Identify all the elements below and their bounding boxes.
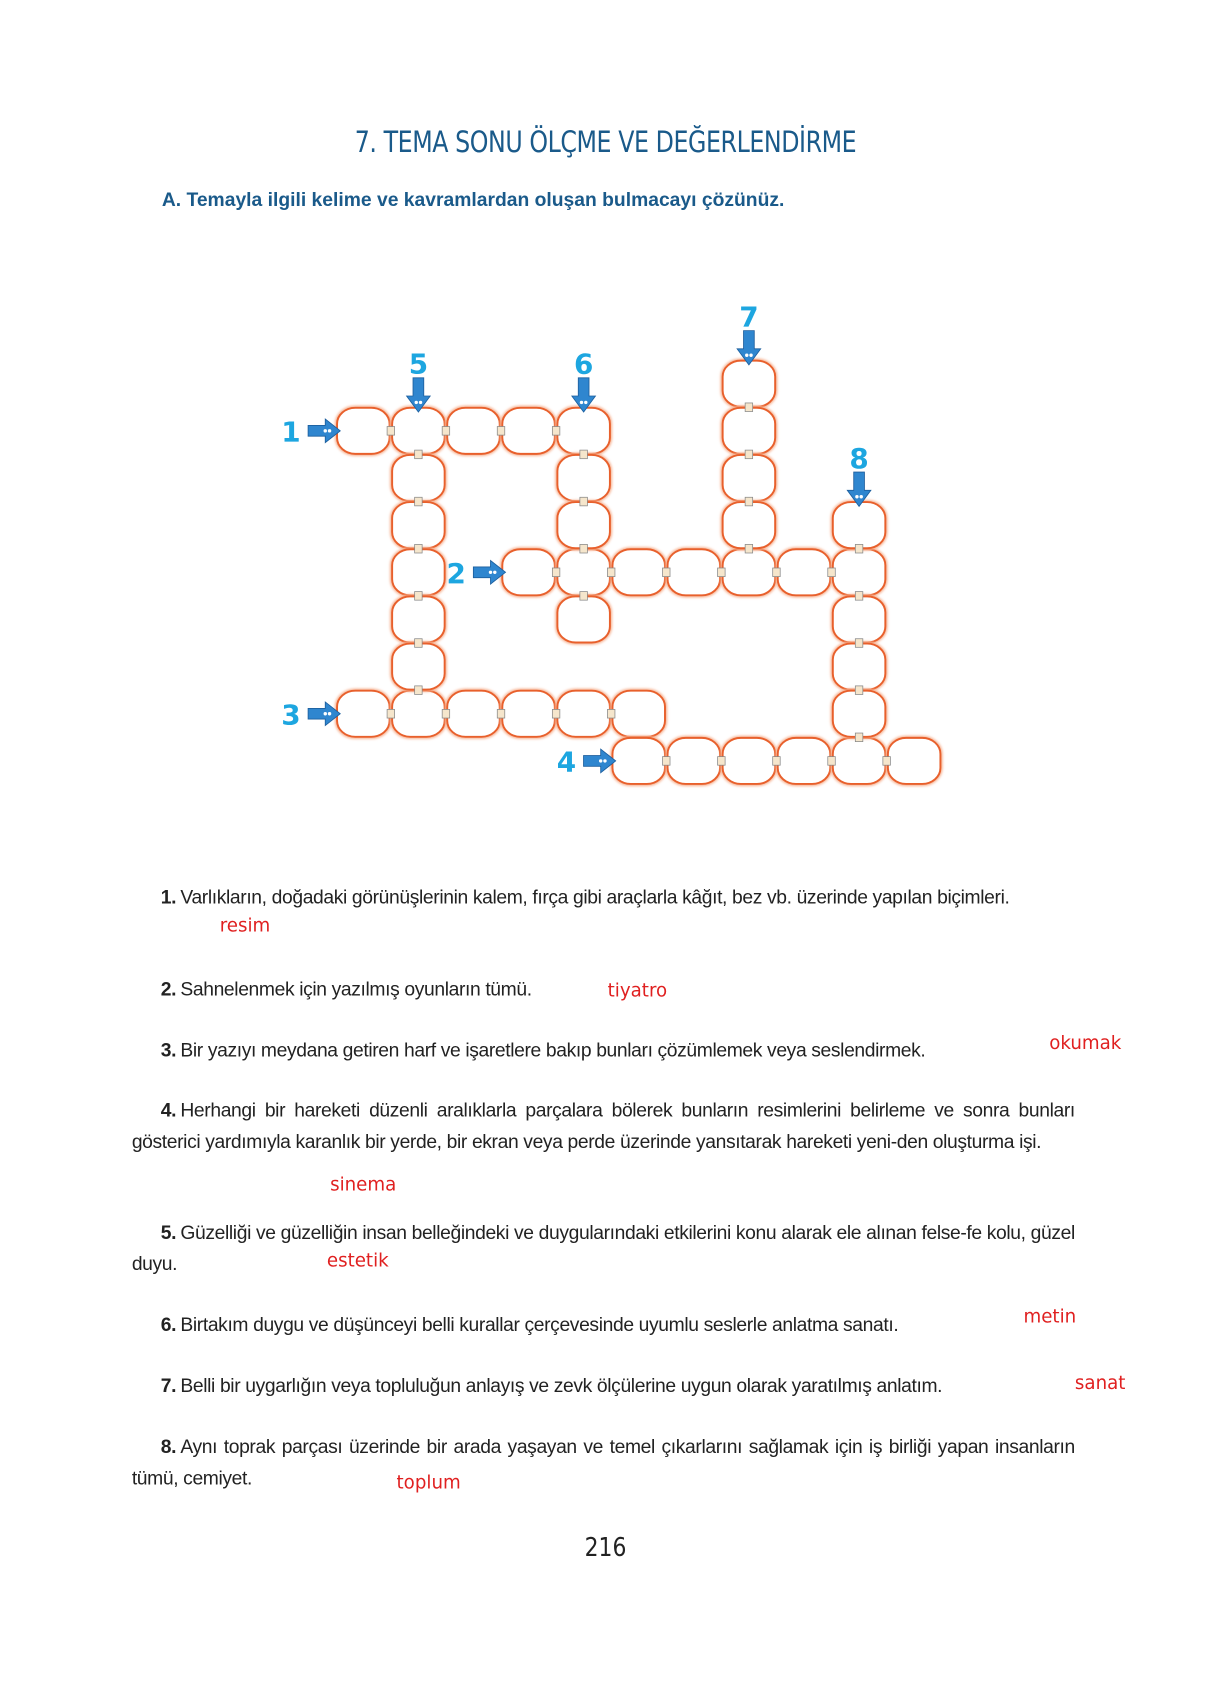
arrow-eye: [584, 401, 587, 404]
cell-connector: [580, 450, 588, 459]
page-title: 7. TEMA SONU ÖLÇME VE DEĞERLENDİRME: [354, 126, 857, 160]
crossword-cell: [557, 691, 610, 737]
crossword-cell: [723, 361, 776, 407]
clue-text: Birtakım duygu ve düşünceyi belli kurallar çerçevesinde uyumlu seslerle anlatma sanatı.: [180, 1313, 899, 1336]
clue-text: Belli bir uygarlığın veya topluluğun anlayış ve zevk ölçülerine uygun olarak yaratılmış anlatım.: [180, 1374, 943, 1397]
arrow-eye: [324, 429, 327, 432]
arrow-eye: [745, 354, 748, 357]
cell-connector: [855, 686, 863, 695]
clue-number: 8.: [160, 1436, 177, 1458]
crossword-cell: [723, 502, 776, 548]
clue-text: Herhangi bir hareketi düzenli aralıklarla parçalara bölerek bunların resimlerini belirleme ve sonra bunları gösterici yardımıyla karanlık bir yerde, bir ekran veya perde üzerinde yansıtarak hareketi yeni-den oluşturma işi.: [131, 1099, 1075, 1153]
cell-connector: [745, 403, 753, 412]
cell-connector: [855, 592, 863, 601]
clue-7: [132, 1371, 1097, 1402]
clue-text: Sahnelenmek için yazılmış oyunların tümü.: [180, 978, 532, 1000]
crossword-cell: [557, 455, 610, 501]
arrow-eye: [419, 401, 422, 404]
clue-8: [132, 1432, 1075, 1494]
cell-connector: [745, 497, 753, 506]
crossword-cell: [668, 549, 721, 595]
crossword-cell: [778, 549, 831, 595]
cell-connector: [773, 757, 781, 766]
crossword-cell: [833, 549, 886, 595]
cell-connector: [663, 568, 671, 577]
crossword-cell: [392, 502, 445, 548]
crossword-cell: [833, 691, 886, 737]
answer-3: okumak: [1049, 1033, 1122, 1055]
crossword-cell: [668, 738, 721, 784]
crossword-cell: [612, 691, 665, 737]
clue-6: [132, 1310, 1075, 1341]
word-number-label: 7: [739, 300, 759, 334]
arrow-eye: [328, 429, 331, 432]
cell-connector: [607, 568, 615, 577]
crossword-cell: [392, 549, 445, 595]
cell-connector: [552, 427, 560, 436]
clue-number: 4.: [160, 1099, 177, 1121]
clue-1: [132, 882, 1075, 913]
cell-connector: [607, 709, 615, 718]
crossword-cell: [833, 502, 886, 548]
arrow-eye: [489, 571, 492, 574]
crossword-cell: [447, 691, 500, 737]
word-number-label: 6: [573, 347, 594, 381]
clue-number: 5.: [160, 1221, 177, 1244]
answer-8: toplum: [396, 1472, 461, 1494]
clue-2: [132, 974, 1075, 1005]
answer-6: metin: [1023, 1306, 1077, 1328]
cell-connector: [415, 592, 423, 601]
clue-number: 3.: [160, 1039, 177, 1061]
crossword-cell: [502, 691, 555, 737]
cell-connector: [828, 568, 836, 577]
clue-text: Aynı toprak parçası üzerinde bir arada yaşayan ve temel çıkarlarını sağlamak için iş birliği yapan insanların tümü, cemiyet.: [131, 1436, 1075, 1489]
clue-number: 1.: [160, 886, 177, 908]
crossword-cell: [723, 408, 776, 454]
word-number-label: 8: [849, 441, 869, 475]
crossword-cell: [833, 644, 886, 690]
cell-connector: [855, 639, 863, 648]
cell-connector: [580, 592, 588, 601]
answer-4: sinema: [330, 1174, 397, 1197]
crossword-cells: [337, 361, 940, 784]
clue-number: 2.: [160, 978, 177, 1000]
cell-connector: [387, 709, 395, 718]
clue-4: [132, 1095, 1075, 1157]
cell-connector: [855, 544, 863, 553]
crossword-cell: [723, 455, 776, 501]
crossword-cell: [502, 549, 555, 595]
clue-text: Varlıkların, doğadaki görünüşlerinin kalem, fırça gibi araçlarla kâğıt, bez vb. üzerinde yapılan biçimleri.: [180, 886, 1010, 908]
cell-connector: [415, 450, 423, 459]
cell-connector: [663, 757, 671, 766]
crossword-cell: [337, 408, 390, 454]
crossword-cell: [557, 596, 610, 642]
cell-connector: [497, 427, 505, 436]
clue-number: 6.: [160, 1313, 177, 1336]
clue-5: [132, 1217, 1075, 1279]
arrow-eye: [328, 712, 331, 715]
cell-connector: [442, 427, 450, 436]
crossword-cell: [337, 691, 390, 737]
crossword-cell: [392, 408, 445, 454]
crossword-cell: [612, 738, 665, 784]
crossword-cell: [392, 644, 445, 690]
cell-connector: [718, 568, 726, 577]
crossword-cell: [392, 455, 445, 501]
answer-5: estetik: [326, 1250, 389, 1273]
cell-connector: [415, 639, 423, 648]
arrow-eye: [415, 401, 418, 404]
arrow-eye: [860, 495, 863, 498]
clue-3: [132, 1035, 1097, 1066]
cell-connector: [415, 497, 423, 506]
word-number-label: 5: [408, 347, 429, 381]
cell-connector: [580, 497, 588, 506]
section-instruction: A. Temayla ilgili kelime ve kavramlardan oluşan bulmacayı çözünüz.: [161, 188, 785, 211]
arrow-eye: [603, 759, 606, 762]
cell-connector: [828, 757, 836, 766]
crossword-cell: [392, 691, 445, 737]
crossword-cell: [833, 596, 886, 642]
cell-connector: [773, 568, 781, 577]
cell-connector: [745, 544, 753, 553]
arrow-eye: [580, 401, 583, 404]
crossword-cell: [723, 549, 776, 595]
cell-connector: [718, 757, 726, 766]
crossword-cell: [723, 738, 776, 784]
crossword-cell: [778, 738, 831, 784]
word-number-label: 3: [281, 698, 301, 732]
arrow-eye: [599, 759, 602, 762]
crossword-cell: [833, 738, 886, 784]
crossword-cell: [447, 408, 500, 454]
cell-connector: [883, 757, 891, 766]
word-number-label: 1: [281, 415, 301, 449]
crossword-cell: [557, 408, 610, 454]
cell-connector: [745, 450, 753, 459]
page-number: 216: [584, 1532, 627, 1563]
answer-1: resim: [219, 915, 271, 937]
word-number-label: 2: [446, 557, 466, 591]
clue-text: Bir yazıyı meydana getiren harf ve işaretlere bakıp bunları çözümlemek veya seslendirmek.: [180, 1039, 926, 1061]
cell-connector: [855, 733, 863, 742]
cell-connector: [387, 427, 395, 436]
cell-connector: [497, 709, 505, 718]
answer-2: tiyatro: [607, 980, 668, 1003]
arrow-eye: [324, 712, 327, 715]
crossword-cell: [557, 549, 610, 595]
crossword-cell: [557, 502, 610, 548]
clue-text: Güzelliği ve güzelliğin insan belleğindeki ve duygularındaki etkilerini konu alarak ele alınan felse-fe kolu, güzel duyu.: [131, 1221, 1075, 1275]
arrow-eye: [749, 354, 752, 357]
arrow-eye: [855, 495, 858, 498]
answer-7: sanat: [1074, 1372, 1126, 1395]
cell-connector: [415, 544, 423, 553]
cell-connector: [415, 686, 423, 695]
crossword-cell: [502, 408, 555, 454]
crossword-cell: [888, 738, 941, 784]
crossword-cell: [392, 596, 445, 642]
crossword-cell: [612, 549, 665, 595]
cell-connector: [580, 544, 588, 553]
cell-connector: [552, 709, 560, 718]
cell-connector: [552, 568, 560, 577]
arrow-eye: [493, 571, 496, 574]
cell-connector: [442, 709, 450, 718]
clue-number: 7.: [160, 1374, 177, 1397]
word-number-label: 4: [556, 745, 577, 779]
